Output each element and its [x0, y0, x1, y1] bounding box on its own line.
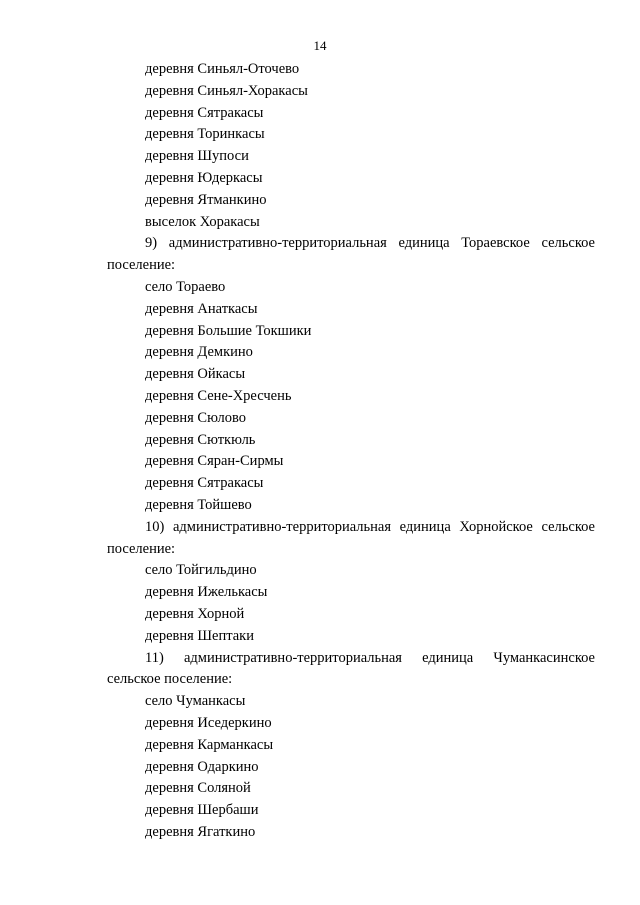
- document-body: [107, 59, 595, 844]
- list-item: деревня Ойкасы: [145, 366, 246, 383]
- list-item: деревня Сяран-Сирмы: [145, 453, 284, 470]
- list-item: деревня Сене-Хресчень: [145, 387, 292, 404]
- list-item: деревня Синьял-Хоракасы: [145, 82, 308, 99]
- list-item: деревня Синьял-Оточево: [145, 61, 300, 77]
- list-item: деревня Ятманкино: [145, 191, 267, 208]
- list-item: деревня Карманкасы: [145, 736, 274, 753]
- list-item: деревня Демкино: [145, 344, 253, 361]
- list-item: село Тойгильдино: [145, 562, 257, 579]
- section-heading-9: 9) административно-территориальная единица Тораевское сельское поселение:: [107, 235, 595, 274]
- list-item: деревня Торинкасы: [145, 126, 265, 143]
- section-heading-11: 11) административно-территориальная единица Чуманкасинское сельское поселение:: [107, 649, 595, 688]
- section-heading-10: 10) административно-территориальная единица Хорнойское сельское поселение:: [107, 518, 595, 557]
- list-item: деревня Анаткасы: [145, 300, 258, 317]
- page-number: 14: [313, 38, 327, 53]
- list-item: деревня Шербаши: [145, 802, 259, 819]
- list-item: село Тораево: [145, 278, 226, 295]
- list-item: деревня Шептаки: [145, 627, 254, 644]
- list-item: деревня Ягаткино: [145, 823, 256, 840]
- list-item: деревня Хорной: [145, 605, 245, 622]
- list-item: деревня Сятракасы: [145, 104, 264, 121]
- list-item: деревня Одаркино: [145, 758, 259, 775]
- list-item: деревня Иседеркино: [145, 714, 272, 731]
- list-item: село Чуманкасы: [145, 693, 246, 710]
- list-item: деревня Большие Токшики: [145, 322, 312, 339]
- list-item: деревня Юдеркасы: [145, 169, 263, 186]
- list-item: деревня Соляной: [145, 780, 251, 797]
- list-item: деревня Сюткюль: [145, 431, 256, 448]
- list-item: деревня Сюлово: [145, 409, 247, 426]
- list-item: выселок Хоракасы: [145, 213, 260, 230]
- list-item: деревня Сятракасы: [145, 475, 264, 492]
- list-item: деревня Тойшево: [145, 496, 252, 513]
- list-item: деревня Ижелькасы: [145, 584, 268, 601]
- list-item: деревня Шупоси: [145, 148, 249, 165]
